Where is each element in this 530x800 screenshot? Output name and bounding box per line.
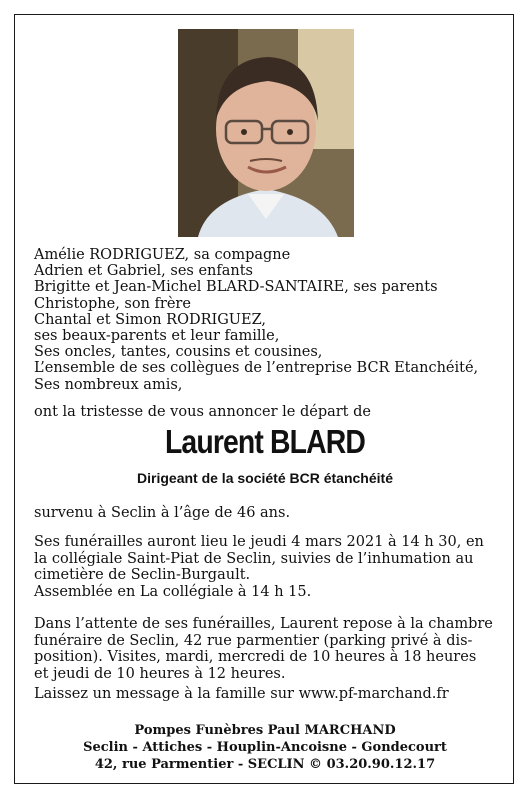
announcement-intro: ont la tristesse de vous annoncer le départ de (34, 404, 371, 420)
family-line: ses beaux-parents et leur famille, (34, 327, 280, 344)
family-line: Brigitte et Jean-Michel BLARD-SANTAIRE, ses parents (34, 279, 438, 296)
family-line: Chantal et Simon RODRIGUEZ, (34, 311, 267, 328)
funeral-home-towns: Seclin - Attiches - Houplin-Ancoisne - Gondecourt (83, 740, 447, 755)
visit-line: et jeudi de 10 heures à 12 heures. (34, 665, 286, 682)
death-info-line: survenu à Seclin à l’âge de 46 ans. (34, 505, 291, 521)
family-line: Adrien et Gabriel, ses enfants (34, 263, 253, 280)
family-line: Christophe, son frère (34, 295, 191, 312)
deceased-name: Laurent BLARD (164, 423, 366, 460)
deceased-role: Dirigeant de la société BCR étanchéité (137, 470, 393, 486)
family-line: Ses oncles, tantes, cousins et cousines, (34, 344, 323, 361)
portrait-photo (178, 29, 354, 237)
visit-line: funéraire de Seclin, 42 rue parmentier (parking privé à dis- (34, 632, 473, 649)
visit-line: Dans l’attente de ses funérailles, Laurent repose à la chambre (34, 616, 493, 632)
funeral-line: Ses funérailles auront lieu le jeudi 4 mars 2021 à 14 h 30, en (34, 534, 484, 550)
message-line: Laissez un message à la famille sur www.pf-marchand.fr (34, 686, 449, 702)
funeral-home-address: 42, rue Parmentier - SECLIN © 03.20.90.12.17 (94, 757, 436, 772)
funeral-line: cimetière de Seclin-Burgault. (34, 567, 251, 583)
message-invite (34, 686, 504, 703)
visit-line: position). Visites, mardi, mercredi de 10 heures à 18 heures (34, 649, 477, 665)
family-line: L’ensemble de ses collègues de l’entreprise BCR Etanchéité, (34, 360, 479, 377)
family-line: Ses nombreux amis, (34, 376, 183, 393)
funeral-line: la collégiale Saint-Piat de Seclin, suivies de l’inhumation au (34, 550, 474, 567)
visit-details (34, 616, 504, 682)
funeral-line: Assemblée en La collégiale à 14 h 15. (34, 583, 312, 600)
funeral-home-name: Pompes Funèbres Paul MARCHAND (134, 723, 396, 738)
funeral-details (34, 534, 504, 600)
family-list (34, 247, 504, 393)
death-info (34, 505, 504, 522)
funeral-home-footer (0, 722, 530, 773)
family-line: Amélie RODRIGUEZ, sa compagne (34, 247, 291, 263)
